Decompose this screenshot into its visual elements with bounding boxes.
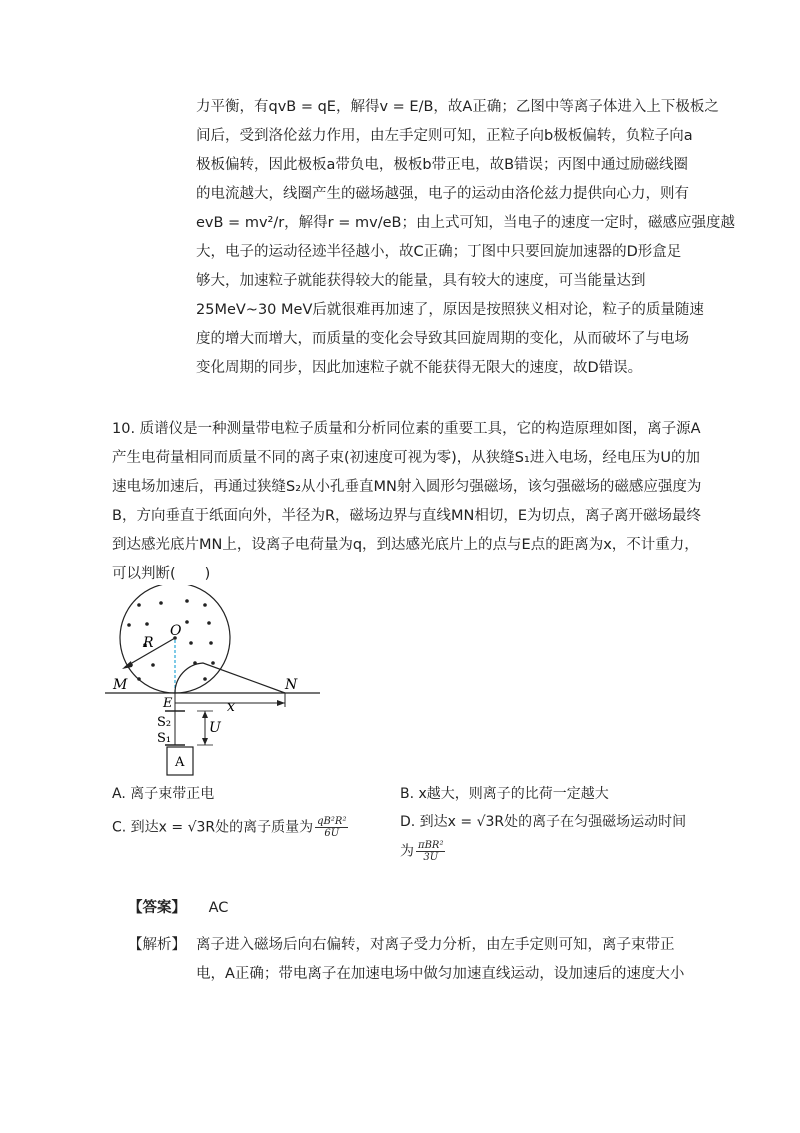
option-d-fraction: $\frac{\text{πBR²}}{3U}$ — [418, 840, 444, 863]
analysis-line: 电，A正确；带电离子在加速电场中做匀加速直线运动，设加速后的速度大小 — [196, 966, 685, 982]
option-c-text: C. 到达x = √3R处的离子质量为 — [112, 819, 314, 836]
label-M: M — [113, 677, 128, 693]
x-arrowhead — [277, 700, 285, 706]
solution-line: 大，电子的运动径迹半径越小，故C正确；丁图中只要回旋加速器的D形盒足 — [196, 244, 682, 260]
question-line: 产生电荷量相同而质量不同的离子束(初速度可视为零)，从狭缝S₁进入电场，经电压为U的加 — [112, 450, 700, 466]
option-d-line1: D. 到达x = √3R处的离子在匀强磁场运动时间 — [400, 814, 687, 830]
question-line: B，方向垂直于纸面向外，半径为R，磁场边界与直线MN相切，E为切点，离子离开磁场最终 — [112, 508, 702, 524]
solution-line: 的电流越大，线圈产生的磁场越强，电子的运动由洛伦兹力提供向心力，则有 — [196, 186, 689, 202]
question-10 — [112, 415, 701, 589]
answer-row — [128, 894, 228, 923]
solution-line: 间后，受到洛伦兹力作用，由左手定则可知，正粒子向b极板偏转，负粒子向a — [196, 128, 693, 144]
question-line: 可以判断( ) — [112, 566, 211, 582]
solution-line: 25MeV~30 MeV后就很难再加速了，原因是按照狭义相对论，粒子的质量随速 — [196, 302, 704, 318]
analysis-text — [196, 931, 684, 989]
ion-trajectory — [175, 663, 285, 693]
option-d[interactable] — [400, 812, 686, 863]
option-b[interactable]: B. x越大，则离子的比荷一定越大 — [400, 786, 609, 802]
mass-spectrometer-diagram — [105, 585, 325, 785]
solution-line: 极板偏转，因此极板a带负电，极板b带正电，故B错误；丙图中通过励磁线圈 — [196, 157, 689, 173]
solution-line: 变化周期的同步，因此加速粒子就不能获得无限大的速度，故D错误。 — [196, 360, 643, 376]
option-a[interactable]: A. 离子束带正电 — [112, 786, 215, 802]
answer-label: 【答案】 — [128, 900, 186, 916]
label-E: E — [163, 696, 173, 711]
label-N: N — [285, 677, 298, 693]
label-O: O — [170, 623, 182, 639]
option-c[interactable] — [112, 816, 350, 839]
solution-line: 力平衡，有qvB = qE，解得v = E/B，故A正确；乙图中等离子体进入上下极板之 — [196, 99, 719, 115]
analysis-line: 离子进入磁场后向右偏转，对离子受力分析，由左手定则可知，离子束带正 — [196, 937, 675, 953]
analysis-label: 【解析】 — [128, 937, 186, 953]
label-U: U — [209, 720, 221, 736]
answer-value: AC — [208, 900, 229, 916]
question-line: 10. 质谱仪是一种测量带电粒子质量和分析同位素的重要工具，它的构造原理如图，离子源A — [112, 421, 701, 437]
option-d-prefix: 为 — [400, 843, 414, 860]
label-S2: S₂ — [157, 715, 172, 730]
solution-line: 够大，加速粒子就能获得较大的能量，具有较大的速度，可当能量达到 — [196, 273, 646, 289]
question-line: 速电场加速后，再通过狭缝S₂从小孔垂直MN射入圆形匀强磁场，该匀强磁场的磁感应强度为 — [112, 479, 702, 495]
option-c-fraction: $\frac{\text{qB²R²}}{6U}$ — [317, 816, 347, 839]
solution-line: evB = mv²/r，解得r = mv/eB；由上式可知，当电子的速度一定时，磁感应强度越 — [196, 215, 735, 231]
radius-arrowhead — [122, 661, 132, 669]
label-R: R — [143, 635, 154, 651]
label-x: x — [227, 699, 235, 715]
label-A: A — [175, 755, 185, 770]
previous-solution — [196, 93, 735, 383]
solution-line: 度的增大而增大，而质量的变化会导致其回旋周期的变化，从而破坏了与电场 — [196, 331, 689, 347]
label-S1: S₁ — [157, 731, 172, 746]
question-line: 到达感光底片MN上，设离子电荷量为q，到达感光底片上的点与E点的距离为x，不计重力， — [112, 537, 699, 553]
